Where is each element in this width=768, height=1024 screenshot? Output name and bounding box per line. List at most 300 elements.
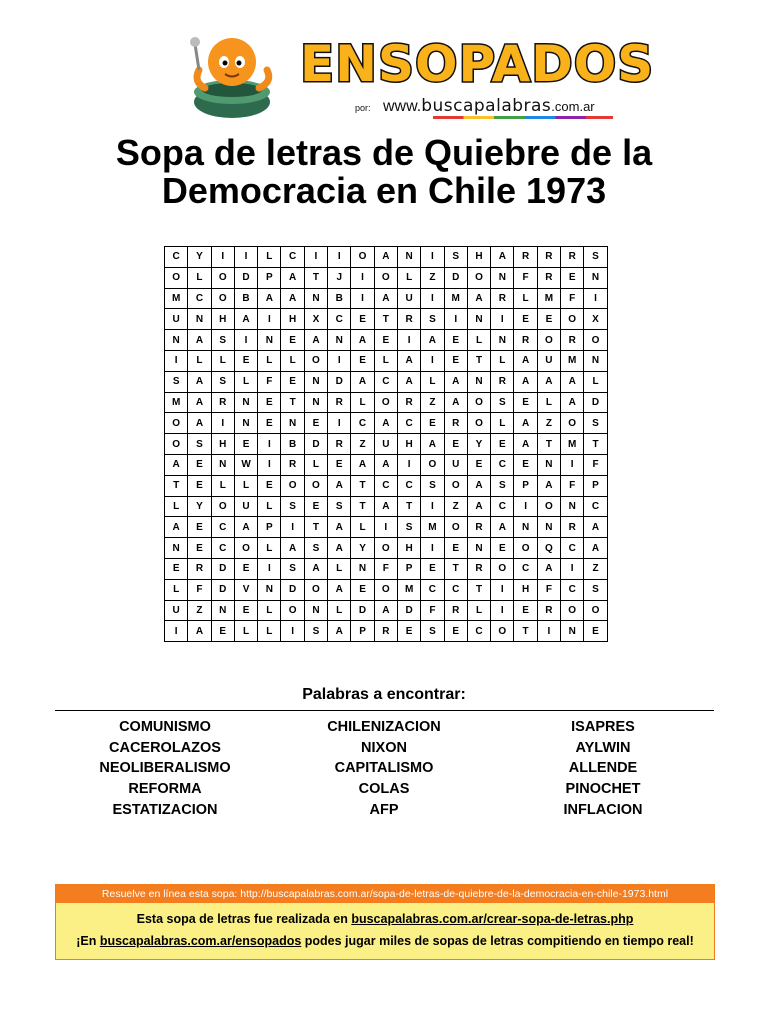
grid-cell[interactable]: I — [421, 247, 444, 268]
grid-cell[interactable]: C — [561, 538, 584, 559]
grid-cell[interactable]: A — [444, 371, 467, 392]
brand-byline[interactable] — [355, 96, 595, 116]
grid-cell[interactable]: B — [328, 288, 351, 309]
grid-cell[interactable]: I — [234, 330, 257, 351]
grid-cell[interactable]: C — [491, 496, 514, 517]
grid-cell[interactable]: W — [234, 454, 257, 475]
grid-cell[interactable]: V — [234, 579, 257, 600]
grid-cell[interactable]: E — [514, 454, 537, 475]
grid-cell[interactable]: A — [467, 288, 490, 309]
grid-cell[interactable]: L — [165, 496, 188, 517]
grid-cell[interactable]: L — [258, 247, 281, 268]
grid-cell[interactable]: N — [304, 392, 327, 413]
grid-cell[interactable]: C — [281, 247, 304, 268]
grid-cell[interactable]: R — [561, 330, 584, 351]
grid-cell[interactable]: L — [304, 454, 327, 475]
grid-cell[interactable]: L — [188, 267, 211, 288]
grid-cell[interactable]: E — [351, 350, 374, 371]
grid-cell[interactable]: P — [258, 267, 281, 288]
grid-cell[interactable]: H — [211, 309, 234, 330]
grid-cell[interactable]: U — [537, 350, 560, 371]
grid-cell[interactable]: F — [188, 579, 211, 600]
grid-cell[interactable]: U — [165, 600, 188, 621]
grid-cell[interactable]: E — [234, 600, 257, 621]
grid-cell[interactable]: A — [561, 392, 584, 413]
grid-cell[interactable]: I — [281, 621, 304, 642]
grid-cell[interactable]: A — [188, 371, 211, 392]
grid-cell[interactable]: R — [328, 434, 351, 455]
grid-cell[interactable]: A — [188, 413, 211, 434]
grid-cell[interactable]: Z — [537, 413, 560, 434]
grid-cell[interactable]: I — [491, 309, 514, 330]
grid-cell[interactable]: O — [444, 475, 467, 496]
grid-cell[interactable]: E — [234, 350, 257, 371]
ensopados-logo[interactable] — [185, 30, 655, 120]
grid-cell[interactable]: N — [467, 538, 490, 559]
grid-cell[interactable]: C — [514, 558, 537, 579]
grid-cell[interactable]: P — [514, 475, 537, 496]
grid-cell[interactable]: D — [328, 371, 351, 392]
grid-cell[interactable]: I — [258, 309, 281, 330]
grid-cell[interactable]: I — [328, 350, 351, 371]
grid-cell[interactable]: O — [561, 309, 584, 330]
grid-cell[interactable]: O — [165, 267, 188, 288]
grid-cell[interactable]: E — [258, 475, 281, 496]
grid-cell[interactable]: L — [234, 475, 257, 496]
grid-cell[interactable]: F — [258, 371, 281, 392]
grid-cell[interactable]: U — [234, 496, 257, 517]
grid-cell[interactable]: I — [258, 434, 281, 455]
grid-cell[interactable]: Y — [188, 247, 211, 268]
grid-cell[interactable]: D — [444, 267, 467, 288]
grid-cell[interactable]: N — [258, 330, 281, 351]
grid-cell[interactable]: R — [397, 392, 420, 413]
grid-cell[interactable]: I — [328, 413, 351, 434]
grid-cell[interactable]: X — [584, 309, 607, 330]
grid-cell[interactable]: S — [421, 475, 444, 496]
grid-cell[interactable]: C — [397, 475, 420, 496]
grid-cell[interactable]: F — [561, 475, 584, 496]
grid-cell[interactable]: R — [514, 330, 537, 351]
grid-cell[interactable]: L — [258, 621, 281, 642]
grid-cell[interactable]: U — [165, 309, 188, 330]
grid-cell[interactable]: L — [281, 350, 304, 371]
grid-cell[interactable]: S — [281, 558, 304, 579]
grid-cell[interactable]: D — [584, 392, 607, 413]
grid-cell[interactable]: R — [561, 517, 584, 538]
grid-cell[interactable]: C — [328, 309, 351, 330]
grid-cell[interactable]: A — [444, 392, 467, 413]
grid-cell[interactable]: S — [211, 330, 234, 351]
grid-cell[interactable]: A — [351, 454, 374, 475]
grid-cell[interactable]: D — [281, 579, 304, 600]
grid-cell[interactable]: A — [537, 371, 560, 392]
grid-cell[interactable]: H — [467, 247, 490, 268]
grid-cell[interactable]: Z — [188, 600, 211, 621]
grid-cell[interactable]: E — [537, 309, 560, 330]
grid-cell[interactable]: L — [537, 392, 560, 413]
grid-cell[interactable]: O — [584, 600, 607, 621]
grid-cell[interactable]: E — [304, 496, 327, 517]
grid-cell[interactable]: H — [281, 309, 304, 330]
grid-cell[interactable]: A — [374, 413, 397, 434]
grid-cell[interactable]: S — [397, 517, 420, 538]
grid-cell[interactable]: C — [374, 371, 397, 392]
grid-cell[interactable]: A — [537, 475, 560, 496]
grid-cell[interactable]: E — [188, 538, 211, 559]
grid-cell[interactable]: C — [374, 475, 397, 496]
grid-cell[interactable]: E — [491, 434, 514, 455]
grid-cell[interactable]: A — [328, 579, 351, 600]
grid-cell[interactable]: A — [491, 247, 514, 268]
grid-cell[interactable]: H — [397, 538, 420, 559]
grid-cell[interactable]: S — [211, 371, 234, 392]
grid-cell[interactable]: O — [374, 538, 397, 559]
grid-cell[interactable]: A — [328, 475, 351, 496]
grid-cell[interactable]: A — [514, 371, 537, 392]
grid-cell[interactable]: T — [351, 496, 374, 517]
grid-cell[interactable]: F — [561, 288, 584, 309]
grid-cell[interactable]: L — [351, 392, 374, 413]
grid-cell[interactable]: L — [258, 496, 281, 517]
grid-cell[interactable]: R — [328, 392, 351, 413]
grid-cell[interactable]: T — [281, 392, 304, 413]
grid-cell[interactable]: T — [584, 434, 607, 455]
grid-cell[interactable]: R — [514, 247, 537, 268]
grid-cell[interactable]: N — [211, 600, 234, 621]
grid-cell[interactable]: N — [467, 371, 490, 392]
grid-cell[interactable]: O — [444, 517, 467, 538]
grid-cell[interactable]: I — [304, 247, 327, 268]
grid-cell[interactable]: L — [234, 621, 257, 642]
grid-cell[interactable]: S — [304, 538, 327, 559]
grid-cell[interactable]: T — [165, 475, 188, 496]
grid-cell[interactable]: M — [165, 288, 188, 309]
grid-cell[interactable]: R — [397, 309, 420, 330]
grid-cell[interactable]: A — [514, 434, 537, 455]
grid-cell[interactable]: L — [258, 538, 281, 559]
grid-cell[interactable]: I — [258, 558, 281, 579]
grid-cell[interactable]: Q — [537, 538, 560, 559]
grid-cell[interactable]: N — [514, 517, 537, 538]
grid-cell[interactable]: A — [397, 371, 420, 392]
grid-cell[interactable]: I — [281, 517, 304, 538]
grid-cell[interactable]: A — [165, 517, 188, 538]
grid-cell[interactable]: F — [537, 579, 560, 600]
grid-cell[interactable]: C — [584, 496, 607, 517]
grid-cell[interactable]: S — [188, 434, 211, 455]
grid-cell[interactable]: E — [444, 621, 467, 642]
grid-cell[interactable]: N — [165, 538, 188, 559]
grid-cell[interactable]: O — [491, 621, 514, 642]
grid-cell[interactable]: N — [328, 330, 351, 351]
grid-cell[interactable]: N — [165, 330, 188, 351]
grid-cell[interactable]: L — [351, 517, 374, 538]
grid-cell[interactable]: L — [514, 288, 537, 309]
grid-cell[interactable]: A — [304, 558, 327, 579]
grid-cell[interactable]: R — [374, 621, 397, 642]
grid-cell[interactable]: A — [281, 267, 304, 288]
grid-cell[interactable]: C — [397, 413, 420, 434]
grid-cell[interactable]: N — [188, 309, 211, 330]
grid-cell[interactable]: N — [537, 517, 560, 538]
grid-cell[interactable]: O — [211, 288, 234, 309]
grid-cell[interactable]: I — [211, 413, 234, 434]
grid-cell[interactable]: O — [304, 579, 327, 600]
grid-cell[interactable]: R — [188, 558, 211, 579]
grid-cell[interactable]: E — [584, 621, 607, 642]
grid-cell[interactable]: N — [258, 579, 281, 600]
grid-cell[interactable]: E — [188, 517, 211, 538]
ensopados-link[interactable]: buscapalabras.com.ar/ensopados — [99, 934, 302, 948]
grid-cell[interactable]: C — [188, 288, 211, 309]
grid-cell[interactable]: R — [491, 288, 514, 309]
grid-cell[interactable]: O — [374, 267, 397, 288]
grid-cell[interactable]: M — [537, 288, 560, 309]
grid-cell[interactable]: Y — [188, 496, 211, 517]
grid-cell[interactable]: M — [561, 434, 584, 455]
grid-cell[interactable]: O — [467, 392, 490, 413]
grid-cell[interactable]: I — [444, 309, 467, 330]
grid-cell[interactable]: I — [374, 517, 397, 538]
grid-cell[interactable]: R — [537, 600, 560, 621]
word-search-grid[interactable] — [164, 246, 608, 642]
grid-cell[interactable]: E — [281, 330, 304, 351]
grid-cell[interactable]: Y — [467, 434, 490, 455]
grid-cell[interactable]: A — [234, 309, 257, 330]
grid-cell[interactable]: E — [444, 350, 467, 371]
online-solve-link[interactable]: Resuelve en línea esta sopa: http://buscapalabras.com.ar/sopa-de-letras-de-quiebre-de-la-democracia-en-chile-1973.html — [56, 885, 714, 903]
grid-cell[interactable]: E — [397, 621, 420, 642]
grid-cell[interactable]: O — [467, 413, 490, 434]
grid-cell[interactable]: A — [491, 517, 514, 538]
grid-cell[interactable]: N — [491, 267, 514, 288]
grid-cell[interactable]: S — [444, 247, 467, 268]
grid-cell[interactable]: C — [444, 579, 467, 600]
grid-cell[interactable]: A — [561, 371, 584, 392]
grid-cell[interactable]: E — [491, 538, 514, 559]
grid-cell[interactable]: A — [165, 454, 188, 475]
grid-cell[interactable]: R — [491, 371, 514, 392]
grid-cell[interactable]: P — [258, 517, 281, 538]
grid-cell[interactable]: O — [421, 454, 444, 475]
grid-cell[interactable]: E — [188, 454, 211, 475]
grid-cell[interactable]: E — [351, 309, 374, 330]
grid-cell[interactable]: S — [584, 579, 607, 600]
grid-cell[interactable]: E — [374, 330, 397, 351]
grid-cell[interactable]: E — [514, 309, 537, 330]
create-puzzle-link[interactable]: buscapalabras.com.ar/crear-sopa-de-letras.php — [351, 912, 634, 926]
grid-cell[interactable]: S — [421, 621, 444, 642]
grid-cell[interactable]: A — [514, 413, 537, 434]
grid-cell[interactable]: N — [397, 247, 420, 268]
grid-cell[interactable]: N — [304, 600, 327, 621]
grid-cell[interactable]: N — [351, 558, 374, 579]
grid-cell[interactable]: N — [304, 288, 327, 309]
grid-cell[interactable]: H — [397, 434, 420, 455]
grid-cell[interactable]: U — [444, 454, 467, 475]
grid-cell[interactable]: O — [281, 475, 304, 496]
grid-cell[interactable]: O — [584, 330, 607, 351]
grid-cell[interactable]: N — [561, 496, 584, 517]
grid-cell[interactable]: E — [444, 330, 467, 351]
grid-cell[interactable]: Z — [351, 434, 374, 455]
grid-cell[interactable]: E — [281, 371, 304, 392]
grid-cell[interactable]: I — [211, 247, 234, 268]
grid-cell[interactable]: E — [421, 413, 444, 434]
grid-cell[interactable]: A — [514, 350, 537, 371]
grid-cell[interactable]: R — [444, 413, 467, 434]
grid-cell[interactable]: A — [258, 288, 281, 309]
grid-cell[interactable]: E — [234, 558, 257, 579]
grid-cell[interactable]: I — [514, 496, 537, 517]
grid-cell[interactable]: I — [258, 454, 281, 475]
grid-cell[interactable]: O — [537, 330, 560, 351]
grid-cell[interactable]: C — [211, 517, 234, 538]
grid-cell[interactable]: A — [374, 247, 397, 268]
grid-cell[interactable]: N — [491, 330, 514, 351]
grid-cell[interactable]: A — [374, 288, 397, 309]
grid-cell[interactable]: S — [584, 247, 607, 268]
grid-cell[interactable]: I — [165, 350, 188, 371]
grid-cell[interactable]: T — [304, 517, 327, 538]
grid-cell[interactable]: N — [304, 371, 327, 392]
grid-cell[interactable]: T — [467, 350, 490, 371]
grid-cell[interactable]: Z — [421, 392, 444, 413]
grid-cell[interactable]: T — [304, 267, 327, 288]
grid-cell[interactable]: L — [584, 371, 607, 392]
grid-cell[interactable]: O — [561, 413, 584, 434]
grid-cell[interactable]: C — [165, 247, 188, 268]
grid-cell[interactable]: O — [374, 392, 397, 413]
grid-cell[interactable]: L — [491, 413, 514, 434]
grid-cell[interactable]: L — [258, 350, 281, 371]
grid-cell[interactable]: L — [188, 350, 211, 371]
grid-cell[interactable]: O — [374, 579, 397, 600]
grid-cell[interactable]: O — [281, 600, 304, 621]
grid-cell[interactable]: O — [211, 496, 234, 517]
grid-cell[interactable]: A — [584, 538, 607, 559]
grid-cell[interactable]: Z — [444, 496, 467, 517]
grid-cell[interactable]: E — [561, 267, 584, 288]
grid-cell[interactable]: I — [561, 558, 584, 579]
grid-cell[interactable]: D — [211, 558, 234, 579]
grid-cell[interactable]: O — [537, 496, 560, 517]
grid-cell[interactable]: R — [537, 267, 560, 288]
grid-cell[interactable]: H — [211, 434, 234, 455]
grid-cell[interactable]: Z — [584, 558, 607, 579]
grid-cell[interactable]: A — [374, 454, 397, 475]
grid-cell[interactable]: E — [258, 413, 281, 434]
grid-cell[interactable]: L — [165, 579, 188, 600]
grid-cell[interactable]: E — [351, 579, 374, 600]
grid-cell[interactable]: S — [584, 413, 607, 434]
grid-cell[interactable]: L — [328, 558, 351, 579]
grid-cell[interactable]: D — [211, 579, 234, 600]
grid-cell[interactable]: O — [491, 558, 514, 579]
grid-cell[interactable]: O — [165, 413, 188, 434]
grid-cell[interactable]: I — [421, 350, 444, 371]
grid-cell[interactable]: I — [165, 621, 188, 642]
grid-cell[interactable]: E — [258, 392, 281, 413]
grid-cell[interactable]: F — [421, 600, 444, 621]
grid-cell[interactable]: O — [467, 267, 490, 288]
grid-cell[interactable]: T — [351, 475, 374, 496]
grid-cell[interactable]: O — [211, 267, 234, 288]
grid-cell[interactable]: R — [211, 392, 234, 413]
grid-cell[interactable]: A — [281, 538, 304, 559]
grid-cell[interactable]: A — [421, 330, 444, 351]
grid-cell[interactable]: S — [165, 371, 188, 392]
grid-cell[interactable]: U — [397, 288, 420, 309]
grid-cell[interactable]: M — [165, 392, 188, 413]
grid-cell[interactable]: I — [328, 247, 351, 268]
grid-cell[interactable]: A — [188, 330, 211, 351]
grid-cell[interactable]: I — [397, 330, 420, 351]
grid-cell[interactable]: P — [397, 558, 420, 579]
grid-cell[interactable]: A — [584, 517, 607, 538]
grid-cell[interactable]: N — [584, 350, 607, 371]
grid-cell[interactable]: O — [351, 247, 374, 268]
grid-cell[interactable]: F — [514, 267, 537, 288]
grid-cell[interactable]: C — [467, 621, 490, 642]
grid-cell[interactable]: N — [584, 267, 607, 288]
grid-cell[interactable]: L — [467, 600, 490, 621]
grid-cell[interactable]: F — [374, 558, 397, 579]
grid-cell[interactable]: C — [421, 579, 444, 600]
grid-cell[interactable]: S — [491, 475, 514, 496]
grid-cell[interactable]: E — [211, 621, 234, 642]
grid-cell[interactable]: R — [537, 247, 560, 268]
grid-cell[interactable]: I — [491, 600, 514, 621]
grid-cell[interactable]: P — [584, 475, 607, 496]
grid-cell[interactable]: L — [491, 350, 514, 371]
grid-cell[interactable]: A — [328, 517, 351, 538]
grid-cell[interactable]: H — [514, 579, 537, 600]
grid-cell[interactable]: A — [351, 330, 374, 351]
grid-cell[interactable]: A — [397, 350, 420, 371]
grid-cell[interactable]: L — [328, 600, 351, 621]
grid-cell[interactable]: A — [188, 392, 211, 413]
grid-cell[interactable]: S — [328, 496, 351, 517]
grid-cell[interactable]: L — [211, 350, 234, 371]
grid-cell[interactable]: E — [514, 392, 537, 413]
grid-cell[interactable]: L — [211, 475, 234, 496]
grid-cell[interactable]: T — [374, 309, 397, 330]
grid-cell[interactable]: A — [281, 288, 304, 309]
grid-cell[interactable]: I — [491, 579, 514, 600]
grid-cell[interactable]: T — [514, 621, 537, 642]
grid-cell[interactable]: I — [584, 288, 607, 309]
grid-cell[interactable]: T — [397, 496, 420, 517]
grid-cell[interactable]: O — [234, 538, 257, 559]
grid-cell[interactable]: E — [467, 454, 490, 475]
grid-cell[interactable]: C — [491, 454, 514, 475]
grid-cell[interactable]: A — [188, 621, 211, 642]
grid-cell[interactable]: O — [304, 350, 327, 371]
grid-cell[interactable]: P — [351, 621, 374, 642]
grid-cell[interactable]: I — [421, 288, 444, 309]
grid-cell[interactable]: I — [537, 621, 560, 642]
grid-cell[interactable]: A — [304, 330, 327, 351]
grid-cell[interactable]: Z — [421, 267, 444, 288]
grid-cell[interactable]: R — [467, 517, 490, 538]
grid-cell[interactable]: S — [304, 621, 327, 642]
grid-cell[interactable]: X — [304, 309, 327, 330]
grid-cell[interactable]: D — [397, 600, 420, 621]
grid-cell[interactable]: A — [374, 600, 397, 621]
grid-cell[interactable]: O — [304, 475, 327, 496]
